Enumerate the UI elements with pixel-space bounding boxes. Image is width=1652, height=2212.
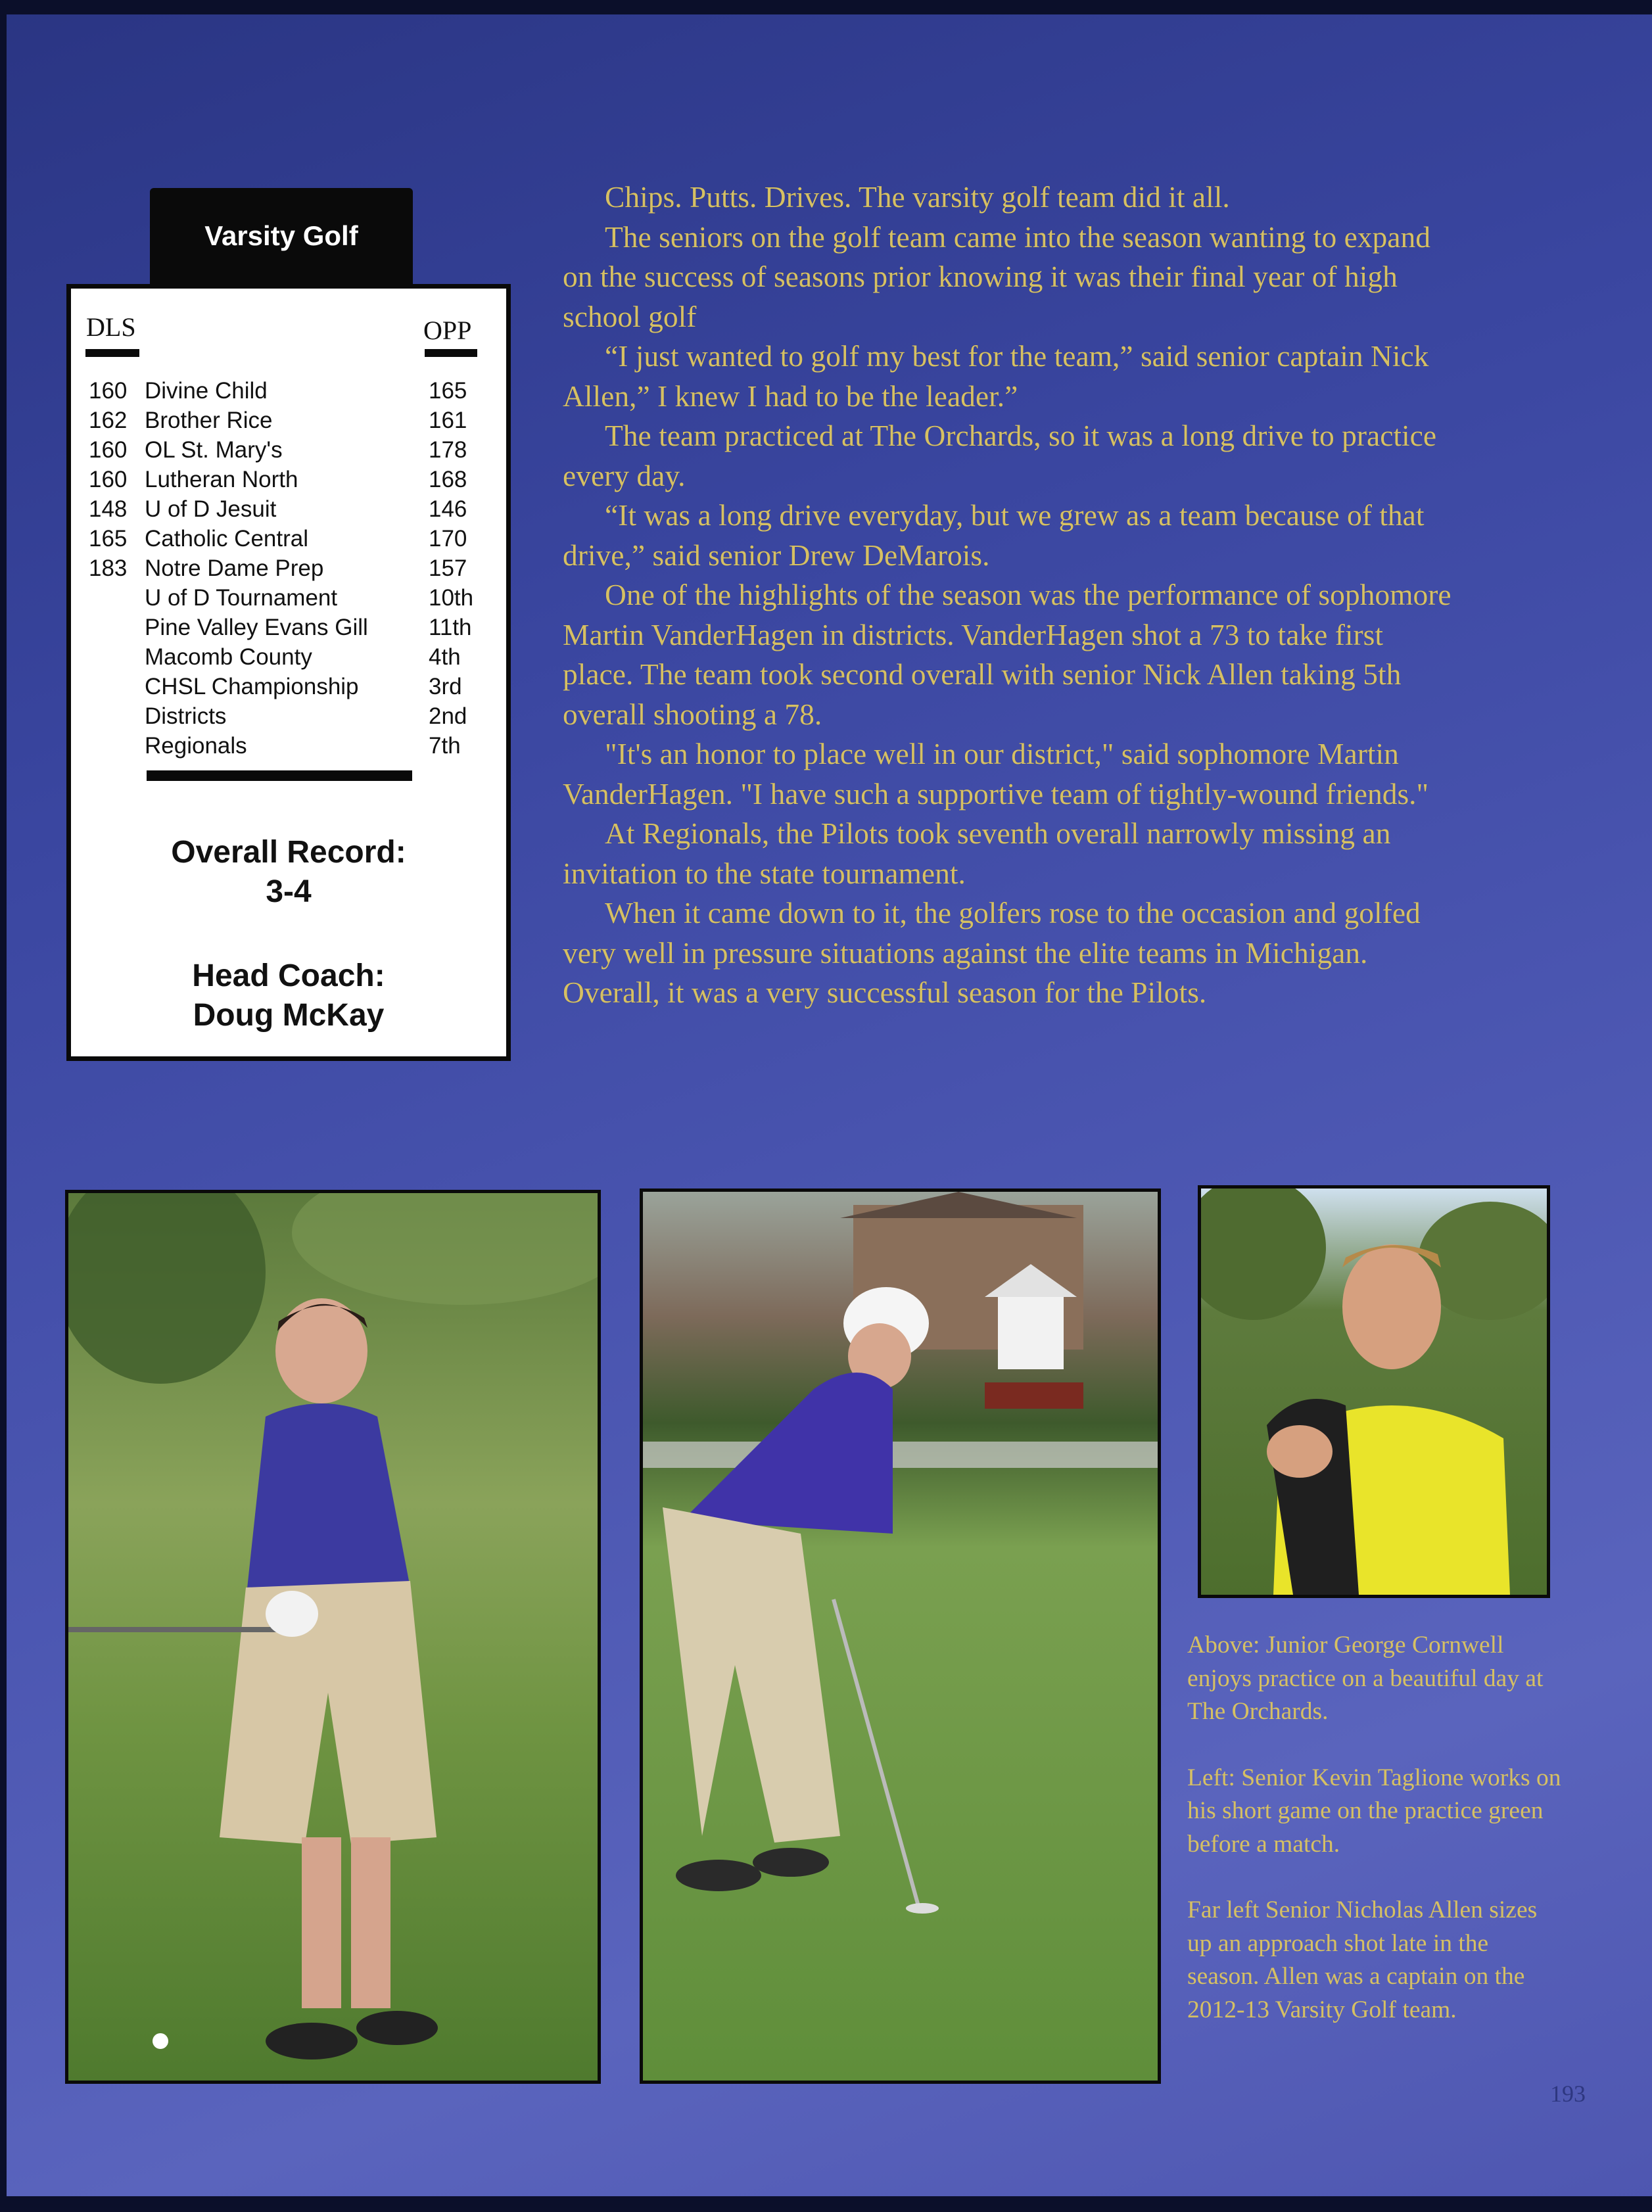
opponent-name: OL St. Mary's (145, 437, 283, 463)
result-row (71, 467, 506, 496)
results-box (66, 284, 511, 1061)
opp-score: 2nd (429, 703, 467, 729)
photo-george-cornwell (1198, 1185, 1550, 1598)
head-coach-name: Doug McKay (193, 998, 385, 1033)
opponent-name: U of D Jesuit (145, 496, 277, 522)
story-paragraph: Chips. Putts. Drives. The varsity golf team did it all. (605, 180, 1230, 214)
result-row (71, 733, 506, 763)
results-list (71, 378, 506, 763)
story-paragraph: One of the highlights of the season was the performance of sophomore Martin VanderHagen in districts. VanderHagen shot a 73 to take first place. The team took second overall with senior Nick Allen taking 5th overall shooting a 78. (563, 578, 1451, 731)
opp-score: 170 (429, 526, 467, 552)
caption-left: Left: Senior Kevin Taglione works on his short game on the practice green before a match. (1187, 1764, 1561, 1858)
dls-score: 183 (89, 555, 128, 581)
opponent-name: CHSL Championship (145, 674, 359, 699)
opponent-name: Pine Valley Evans Gill (145, 615, 368, 640)
dls-score: 160 (89, 467, 128, 492)
dls-score: 165 (89, 526, 128, 552)
dls-score: 160 (89, 437, 128, 463)
head-coach-label: Head Coach: (192, 958, 385, 993)
opp-score: 11th (429, 615, 472, 640)
page-top-border (0, 0, 1652, 14)
story-paragraph: “I just wanted to golf my best for the team,” said senior captain Nick Allen,” I knew I had to be the leader.” (563, 339, 1429, 413)
story-paragraph: “It was a long drive everyday, but we grew as a team because of that drive,” said senior Drew DeMarois. (563, 498, 1425, 572)
photo-captions (1187, 1629, 1562, 2059)
story-paragraph: At Regionals, the Pilots took seventh overall narrowly missing an invitation to the state tournament. (563, 816, 1391, 890)
result-row (71, 644, 506, 674)
opp-score: 10th (429, 585, 474, 611)
results-bottom-rule (147, 770, 412, 781)
photo-nicholas-allen (65, 1190, 601, 2084)
result-row (71, 378, 506, 408)
section-title: Varsity Golf (204, 220, 358, 251)
result-row (71, 526, 506, 555)
opp-score: 157 (429, 555, 467, 581)
opp-score: 4th (429, 644, 461, 670)
result-row (71, 615, 506, 644)
dls-score: 160 (89, 378, 128, 404)
opponent-name: U of D Tournament (145, 585, 338, 611)
opp-score: 161 (429, 408, 467, 433)
opponent-name: Brother Rice (145, 408, 273, 433)
caption-far-left: Far left Senior Nicholas Allen sizes up an approach shot late in the season. Allen was a captain on the 2012-13 Varsity Golf team. (1187, 1896, 1538, 2023)
photo-golfer-portrait (1201, 1188, 1547, 1595)
opponent-name: Districts (145, 703, 227, 729)
opp-score: 3rd (429, 674, 462, 699)
result-row (71, 408, 506, 437)
result-row (71, 555, 506, 585)
dls-score: 148 (89, 496, 128, 522)
overall-record-label: Overall Record: (171, 835, 406, 870)
opp-score: 168 (429, 467, 467, 492)
opp-score: 146 (429, 496, 467, 522)
opp-score: 7th (429, 733, 461, 759)
dls-column-header: DLS (86, 312, 136, 342)
result-row (71, 437, 506, 467)
opponent-name: Notre Dame Prep (145, 555, 324, 581)
opponent-name: Divine Child (145, 378, 268, 404)
caption-above: Above: Junior George Cornwell enjoys practice on a beautiful day at The Orchards. (1187, 1632, 1544, 1725)
result-row (71, 674, 506, 703)
photo-kevin-taglione (640, 1188, 1161, 2084)
page-left-border (0, 0, 7, 2212)
opponent-name: Macomb County (145, 644, 312, 670)
opponent-name: Lutheran North (145, 467, 298, 492)
result-row (71, 585, 506, 615)
photo-golfer-approach-shot (68, 1193, 598, 2081)
opponent-name: Catholic Central (145, 526, 308, 552)
page-number: 193 (1550, 2081, 1586, 2107)
photo-golfer-putting (643, 1192, 1158, 2081)
result-row (71, 496, 506, 526)
section-title-tab (150, 188, 413, 284)
story-paragraph: The seniors on the golf team came into the season wanting to expand on the success of seasons prior knowing it was their final year of high school golf (563, 220, 1430, 333)
overall-record-value: 3-4 (266, 874, 312, 909)
opp-column-header: OPP (423, 316, 472, 345)
result-row (71, 703, 506, 733)
page-bottom-border (0, 2196, 1652, 2212)
opponent-name: Regionals (145, 733, 247, 759)
dls-header-rule (85, 349, 139, 357)
story-paragraph: The team practiced at The Orchards, so it was a long drive to practice every day. (563, 419, 1437, 492)
opp-header-rule (425, 349, 477, 357)
story-text (563, 177, 1457, 1013)
opp-score: 178 (429, 437, 467, 463)
opp-score: 165 (429, 378, 467, 404)
story-paragraph: When it came down to it, the golfers rose to the occasion and golfed very well in pressure situations against the elite teams in Michigan. Overall, it was a very successful season for the Pilots. (563, 896, 1421, 1009)
story-paragraph: "It's an honor to place well in our district," said sophomore Martin VanderHagen. "I have such a supportive team of tightly-wound friends." (563, 737, 1429, 811)
dls-score: 162 (89, 408, 128, 433)
